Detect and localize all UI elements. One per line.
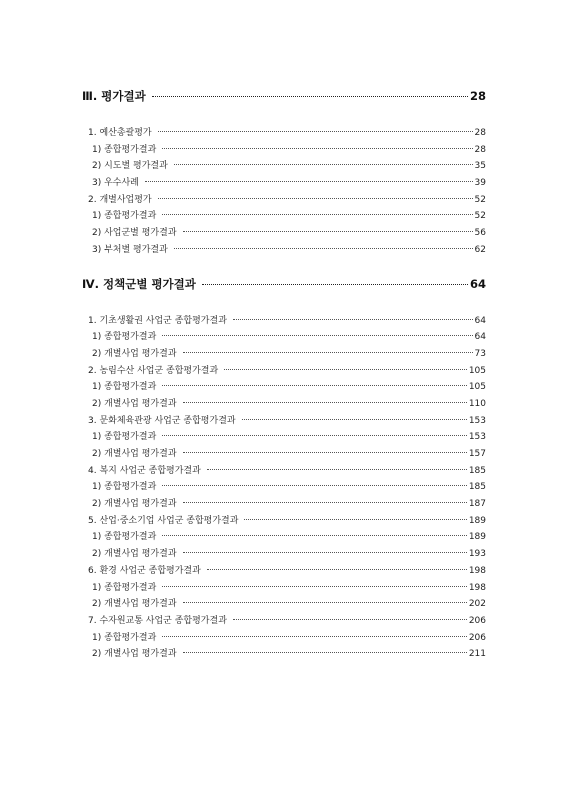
entry-page-number: 193 <box>468 549 486 560</box>
entry-label: 1) 종합평가결과 <box>92 382 157 393</box>
entry-label: 2) 개별사업 평가결과 <box>92 398 177 409</box>
entry-page-number: 73 <box>474 348 486 359</box>
dot-leader <box>162 214 472 215</box>
entry-page-number: 211 <box>468 649 486 660</box>
entry-label: 2) 개별사업 평가결과 <box>92 499 177 510</box>
entry-page-number: 185 <box>468 465 486 476</box>
dot-leader <box>162 385 467 386</box>
entry-page-number: 206 <box>468 615 486 626</box>
entry-label: 2. 개별사업평가 <box>88 194 152 205</box>
dot-leader <box>183 652 467 653</box>
entry-page-number: 28 <box>474 128 486 138</box>
toc-subentry[interactable] <box>82 208 486 225</box>
toc-subentry[interactable] <box>82 446 486 463</box>
dot-leader <box>233 319 473 320</box>
dot-leader <box>183 452 467 453</box>
section-page-number: 64 <box>469 276 486 291</box>
entry-page-number: 105 <box>468 382 486 393</box>
entry-page-number: 202 <box>468 599 486 610</box>
toc-subentry[interactable] <box>82 429 486 446</box>
dot-leader <box>242 419 467 420</box>
toc-subentry[interactable] <box>82 546 486 563</box>
toc-chapter-entry[interactable] <box>82 363 486 380</box>
entry-page-number: 64 <box>474 315 486 326</box>
entry-label: 1) 종합평가결과 <box>92 332 157 343</box>
entry-page-number: 105 <box>468 365 486 376</box>
entry-page-number: 189 <box>468 515 486 526</box>
entry-page-number: 157 <box>468 449 486 459</box>
entry-page-number: 153 <box>468 415 486 426</box>
entry-label: 2) 개별사업 평가결과 <box>92 599 177 610</box>
dot-leader <box>183 352 473 353</box>
dot-leader <box>207 469 467 470</box>
toc-subentry[interactable] <box>82 580 486 597</box>
entry-label: 2) 개별사업 평가결과 <box>92 449 177 459</box>
entry-page-number: 39 <box>474 178 486 189</box>
entry-page-number: 206 <box>468 632 486 643</box>
toc-chapter-entry[interactable] <box>82 563 486 580</box>
toc-subentry[interactable] <box>82 175 486 192</box>
section-title: Ⅳ. 정책군별 평가결과 <box>82 276 196 291</box>
entry-label: 3) 부처별 평가결과 <box>92 244 168 255</box>
entry-page-number: 56 <box>474 228 486 239</box>
entry-label: 1) 종합평가결과 <box>92 432 157 443</box>
section-title: Ⅲ. 평가결과 <box>82 89 146 103</box>
section-heading[interactable] <box>82 276 486 298</box>
entry-label: 2) 개별사업 평가결과 <box>92 348 177 359</box>
toc-subentry[interactable] <box>82 329 486 346</box>
toc-chapter-entry[interactable] <box>82 513 486 530</box>
toc-subentry[interactable] <box>82 242 486 259</box>
entry-page-number: 187 <box>468 499 486 510</box>
entry-label: 6. 환경 사업군 종합평가결과 <box>88 565 201 576</box>
section-heading[interactable] <box>82 88 486 110</box>
entry-label: 1) 종합평가결과 <box>92 144 157 155</box>
dot-leader <box>158 198 473 199</box>
entry-label: 5. 산업·중소기업 사업군 종합평가결과 <box>88 515 239 526</box>
toc-subentry[interactable] <box>82 630 486 647</box>
dot-leader <box>183 602 467 603</box>
entry-label: 1. 예산총괄평가 <box>88 128 152 138</box>
entry-page-number: 35 <box>474 161 486 172</box>
entry-label: 1) 종합평가결과 <box>92 582 157 593</box>
entry-label: 2) 개별사업 평가결과 <box>92 549 177 560</box>
toc-chapter-entry[interactable] <box>82 125 486 142</box>
toc-chapter-entry[interactable] <box>82 413 486 430</box>
entry-page-number: 189 <box>468 532 486 543</box>
toc-chapter-entry[interactable] <box>82 313 486 330</box>
entry-label: 1. 기초생활권 사업군 종합평가결과 <box>88 315 227 326</box>
dot-leader <box>162 148 472 149</box>
entry-page-number: 52 <box>474 194 486 205</box>
dot-leader <box>207 569 467 570</box>
entry-label: 3) 우수사례 <box>92 178 139 189</box>
dot-leader <box>183 502 467 503</box>
dot-leader <box>145 181 473 182</box>
dot-leader <box>162 535 467 536</box>
toc-subentry[interactable] <box>82 225 486 242</box>
entry-label: 2) 사업군별 평가결과 <box>92 228 177 239</box>
dot-leader <box>174 248 473 249</box>
dot-leader <box>152 96 468 97</box>
entry-page-number: 28 <box>474 144 486 155</box>
dot-leader <box>244 519 466 520</box>
dot-leader <box>162 485 467 486</box>
dot-leader <box>202 284 468 285</box>
toc-subentry[interactable] <box>82 142 486 159</box>
dot-leader <box>162 335 472 336</box>
dot-leader <box>174 164 473 165</box>
dot-leader <box>224 369 467 370</box>
dot-leader <box>183 402 467 403</box>
toc-subentry[interactable] <box>82 646 486 663</box>
entry-label: 7. 수자원교통 사업군 종합평가결과 <box>88 615 227 626</box>
toc-chapter-entry[interactable] <box>82 463 486 480</box>
toc-subentry[interactable] <box>82 158 486 175</box>
entry-label: 1) 종합평가결과 <box>92 482 157 493</box>
entry-label: 4. 복지 사업군 종합평가결과 <box>88 465 201 476</box>
toc-chapter-entry[interactable] <box>82 613 486 630</box>
toc-subentry[interactable] <box>82 529 486 546</box>
entry-label: 1) 종합평가결과 <box>92 532 157 543</box>
dot-leader <box>162 636 467 637</box>
entry-page-number: 64 <box>474 332 486 343</box>
entry-page-number: 110 <box>468 398 486 409</box>
entry-page-number: 62 <box>474 244 486 255</box>
entry-page-number: 153 <box>468 432 486 443</box>
dot-leader <box>183 552 467 553</box>
dot-leader <box>158 131 473 132</box>
entry-label: 2) 시도별 평가결과 <box>92 161 168 172</box>
entry-label: 3. 문화체육관광 사업군 종합평가결과 <box>88 415 236 426</box>
entry-label: 2. 농림수산 사업군 종합평가결과 <box>88 365 219 376</box>
toc-subentry[interactable] <box>82 346 486 363</box>
dot-leader <box>162 586 467 587</box>
table-of-contents <box>82 88 486 663</box>
dot-leader <box>162 435 467 436</box>
dot-leader <box>233 619 467 620</box>
entry-page-number: 52 <box>474 211 486 222</box>
entry-label: 2) 개별사업 평가결과 <box>92 649 177 660</box>
entry-page-number: 198 <box>468 565 486 576</box>
entry-label: 1) 종합평가결과 <box>92 632 157 643</box>
dot-leader <box>183 231 473 232</box>
toc-subentry[interactable] <box>82 479 486 496</box>
toc-subentry[interactable] <box>82 379 486 396</box>
entry-page-number: 198 <box>468 582 486 593</box>
toc-subentry[interactable] <box>82 596 486 613</box>
toc-subentry[interactable] <box>82 396 486 413</box>
entry-page-number: 185 <box>468 482 486 493</box>
section-page-number: 28 <box>469 89 486 103</box>
toc-chapter-entry[interactable] <box>82 192 486 209</box>
toc-subentry[interactable] <box>82 496 486 513</box>
entry-label: 1) 종합평가결과 <box>92 211 157 222</box>
